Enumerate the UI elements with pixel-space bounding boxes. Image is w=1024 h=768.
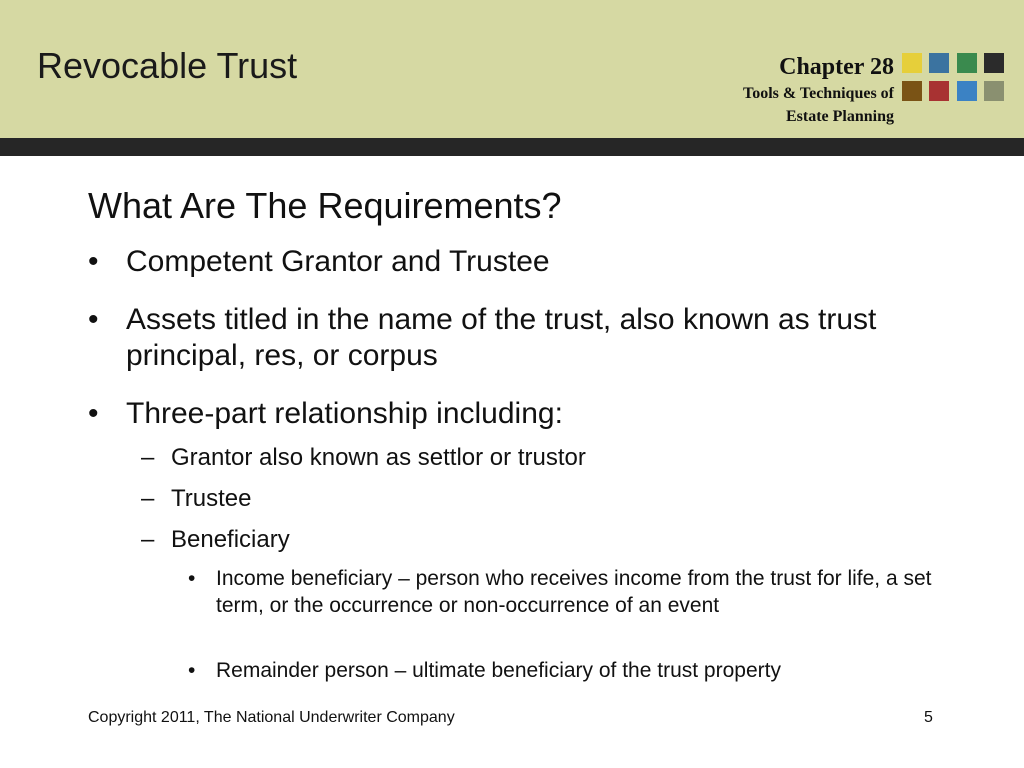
bullet-marker: • [88,303,99,336]
dash-marker: – [141,485,155,512]
sub-bullet-item [141,443,586,473]
chapter-block [634,52,894,128]
dash-marker: – [141,444,155,471]
dash-marker: – [141,526,155,553]
bullet-marker: • [188,659,196,682]
color-square [984,53,1004,73]
page-number: 5 [924,709,933,726]
sub-sub-bullet-item [188,657,956,684]
color-square [902,81,922,101]
color-square [902,53,922,73]
sub-bullet-text: Trustee [171,485,252,512]
footer-copyright: Copyright 2011, The National Underwriter Company [88,709,455,726]
sub-bullet-text: Grantor also known as settlor or trustor [171,444,586,471]
sub-sub-bullet-text: Remainder person – ultimate beneficiary of the trust property [216,659,781,682]
color-square [984,81,1004,101]
bullet-text: Three-part relationship including: [126,397,563,430]
bullet-item [88,396,946,432]
sub-sub-bullet-text: Income beneficiary – person who receives income from the trust for life, a set term, or the occurrence or non-occurrence of an event [216,567,932,617]
bullet-item [88,244,946,280]
sub-sub-bullet-item [188,565,956,619]
bullet-text: Assets titled in the name of the trust, also known as trust principal, res, or corpus [126,303,877,372]
slide-title: Revocable Trust [37,45,298,86]
bullet-marker: • [88,397,99,430]
sub-bullet-item [141,484,251,514]
color-squares-logo [902,53,1012,107]
color-square [957,81,977,101]
bullet-text: Competent Grantor and Trustee [126,245,550,278]
bullet-marker: • [88,245,99,278]
color-square [957,53,977,73]
chapter-label: Chapter 28 [779,54,894,80]
content-heading: What Are The Requirements? [88,185,562,226]
color-square [929,81,949,101]
sub-bullet-text: Beneficiary [171,526,290,553]
sub-bullet-item [141,525,290,555]
header-divider-bar [0,138,1024,156]
color-square [929,53,949,73]
chapter-subtitle-line1: Tools & Techniques of [742,85,894,102]
slide-header [0,0,1024,138]
bullet-item [88,302,946,374]
chapter-subtitle-line2: Estate Planning [785,108,894,125]
bullet-marker: • [188,567,196,590]
